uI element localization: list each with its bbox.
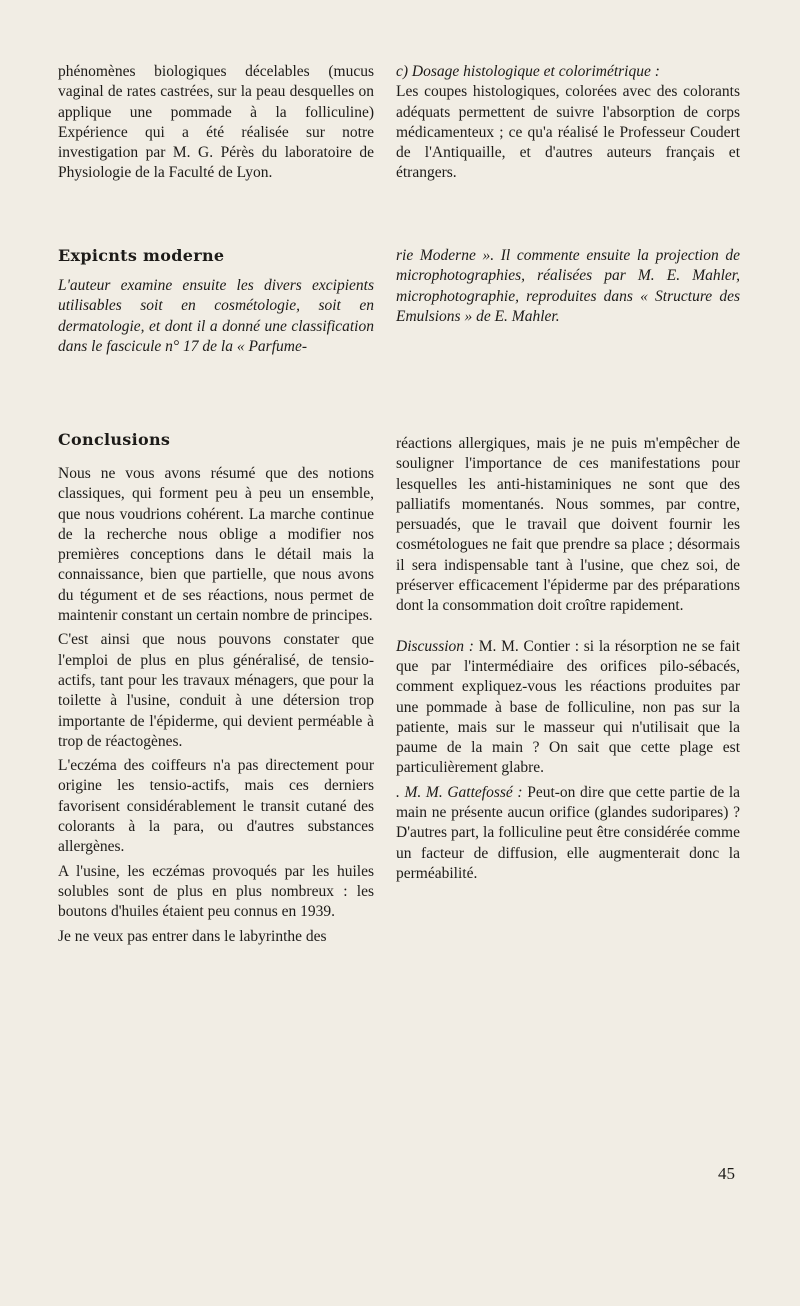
intro-left-column <box>58 62 374 188</box>
discussion-text: M. M. Contier : si la résorption ne se fait que par l'intermédiaire des orifices pilo-sébacés, comment expliquez-vous les réactions produites par une pommade à base de folliculine, non pas sur la patiente, mais sur le masseur qui n'utilisait que la paume de la main ? On sait que cette plage est particulièrement glabre. <box>396 637 741 777</box>
dosage-text: Les coupes histologiques, colorées avec des colorants adéquats permettent de suivre l'absorption de corps médicamenteux ; ce qu'a réalisé le Professeur Coudert de l'Antiquaille, et d'autres auteurs français et étrangers. <box>396 83 740 182</box>
excipients-left-column <box>58 276 374 361</box>
conclusions-left-column <box>58 464 374 951</box>
discussion-label: Discussion : <box>396 637 474 655</box>
intro-left-paragraph: phénomènes biologiques décelables (mucus vaginal de rates castrées, sur la peau desquelles on applique une pommade à la folliculine) Expérience qui a été réalisée sur notre investigation par M. G. Pérès du laboratoire de Physiologie de la Faculté de Lyon. <box>58 63 374 182</box>
conclusions-right-column <box>396 434 740 888</box>
discussion-paragraph <box>396 637 740 779</box>
conclusion-paragraph-5: Je ne veux pas entrer dans le labyrinthe des <box>58 927 327 945</box>
page-number: 45 <box>718 1164 735 1183</box>
reply-paragraph <box>396 783 740 884</box>
excipients-left-paragraph: L'auteur examine ensuite les divers excipients utilisables soit en cosmétologie, soit en dermatologie, et dont il a donné une classification dans le fascicule n° 17 de la « Parfume- <box>58 277 374 355</box>
conclusion-paragraph-4: A l'usine, les eczémas provoqués par les huiles solubles sont de plus en plus nombreux : les boutons d'huiles étaient peu connus en 1939. <box>58 862 374 921</box>
conclusion-paragraph-2: C'est ainsi que nous pouvons constater que l'emploi de plus en plus généralisé, de tensio-actifs, tant pour les travaux ménagers, que pour la toilette à l'usine, conduit à une détersion trop importante de l'épiderme, qui devient perméable à trop de réactogènes. <box>58 631 374 750</box>
intro-right-column <box>396 62 740 188</box>
dosage-heading: c) Dosage histologique et colorimétrique : <box>396 63 660 80</box>
dosage-paragraph <box>396 62 740 184</box>
reply-text: Peut-on dire que cette partie de la main ne présente aucun orifice (glandes sudoripares) ? D'autres part, la folliculine peut être considérée comme un facteur de diffusion, elle augmenterait donc la perméabilité. <box>396 783 741 882</box>
excipients-heading: Expicnts moderne <box>58 246 225 265</box>
conclusion-paragraph-1: Nous ne vous avons résumé que des notions classiques, qui forment peu à peu un ensemble, que nous voudrions cohérent. La marche continue de la recherche nous oblige a modifier nos premières conceptions dans le détail mais la connaissance, bien que partielle, que nous avons du tégument et de ses réactions, nous permet de maintenir constant un certain nombre de principes. <box>58 465 374 625</box>
conclusion-right-paragraph: réactions allergiques, mais je ne puis m'empêcher de souligner l'importance de ces manifestations pour lesquelles les anti-histaminiques ne sont que des palliatifs momentanés. Nous sommes, par contre, persuadés, que le travail que doivent fournir les cosmétologues ne fait que prendre sa place ; désormais il sera indispensable tant à l'usine, que chez soi, de préserver efficacement l'épiderme par des préparations dont la consommation doit croître rapidement. <box>396 435 740 615</box>
conclusions-heading: Conclusions <box>58 430 171 449</box>
reply-label: . M. M. Gattefossé : <box>396 783 523 801</box>
excipients-right-paragraph: rie Moderne ». Il commente ensuite la projection de microphotographies, réalisées par M. E. Mahler, microphotographie, reproduites dans « Structure des Emulsions » de E. Mahler. <box>396 247 740 325</box>
conclusion-paragraph-3: L'eczéma des coiffeurs n'a pas directement pour origine les tensio-actifs, mais ces derniers favorisent considérablement le transit cutané des colorants à la para, ou d'autres substances allergènes. <box>58 757 374 856</box>
excipients-right-column <box>396 246 740 331</box>
